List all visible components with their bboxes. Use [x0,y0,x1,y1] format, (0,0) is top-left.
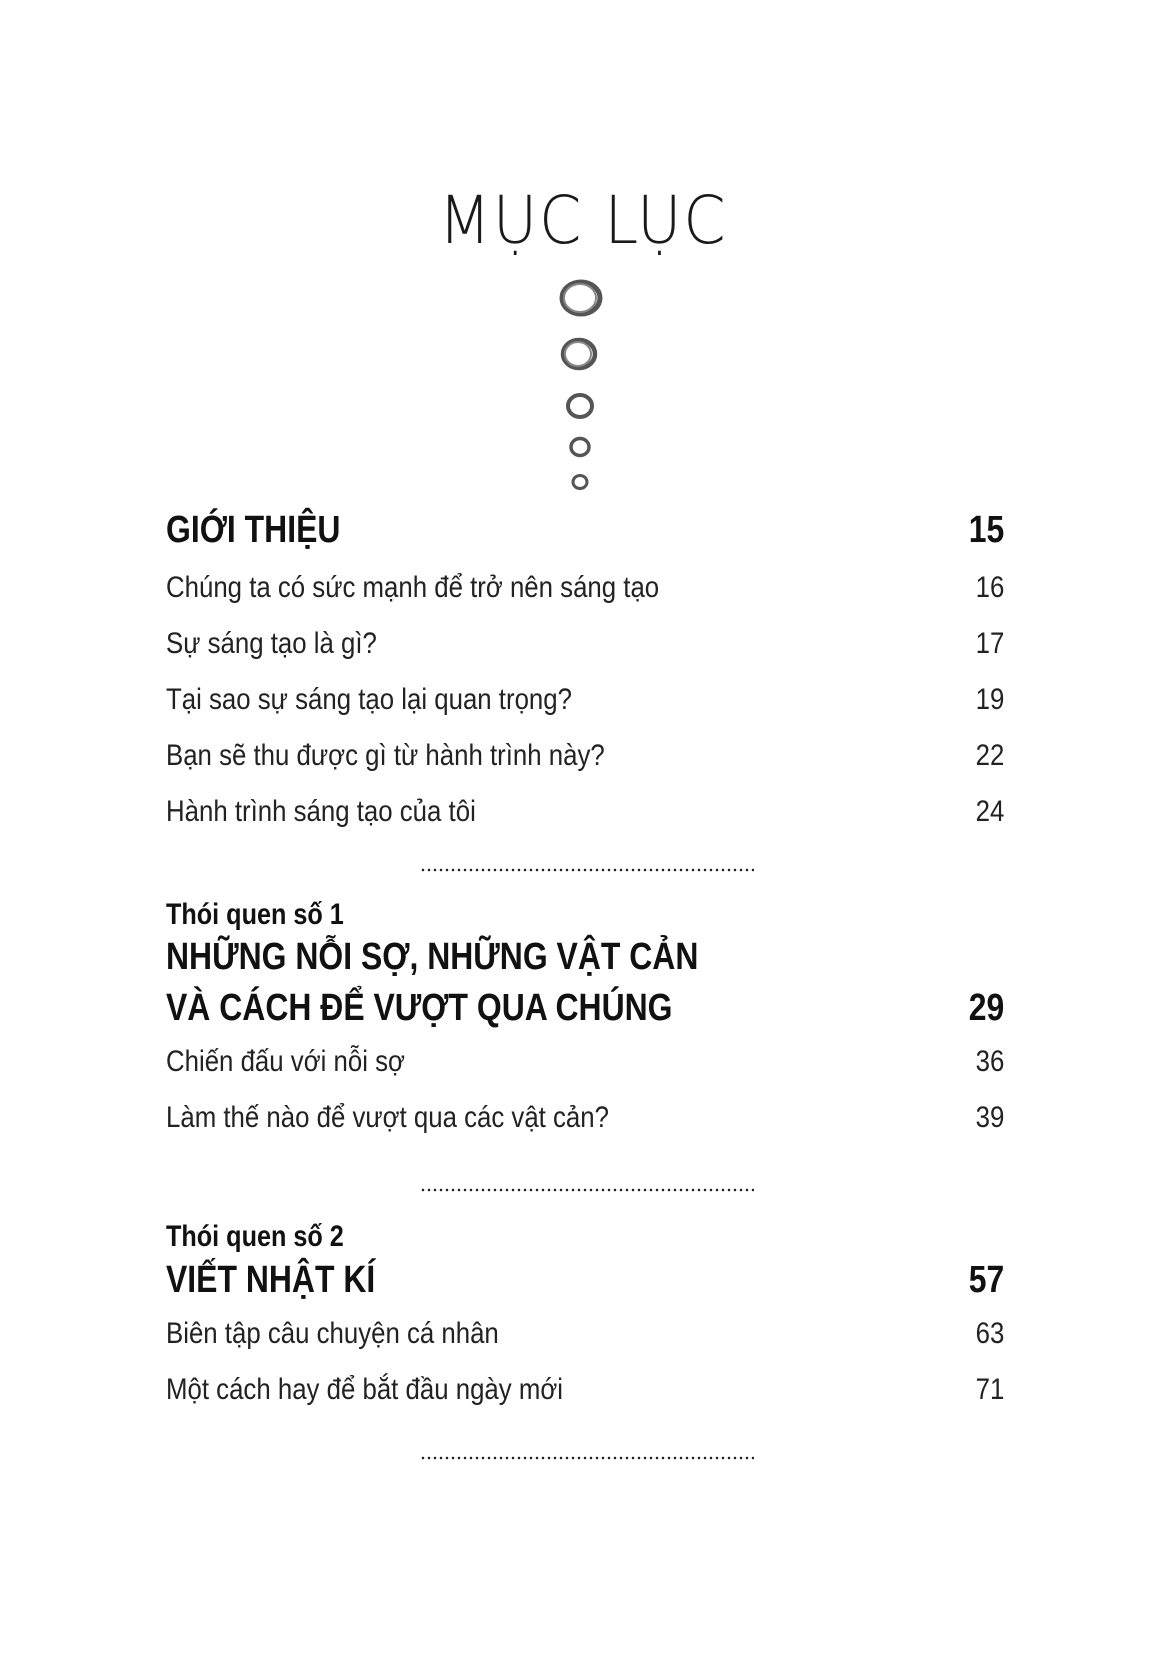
section-page-number: 15 [968,508,1004,551]
toc-entry[interactable] [166,1362,1004,1418]
toc-entry[interactable] [166,1306,1004,1362]
entry-label: Làm thế nào để vượt qua các vật cản? [166,1101,609,1134]
entry-page-number: 19 [975,683,1004,716]
ornament-circle-3 [568,395,592,417]
entry-label: Chiến đấu với nỗi sợ [166,1045,405,1078]
habit-label: Thói quen số 2 [166,1220,344,1253]
ornament-circle-4 [571,439,589,456]
habit1-heading-row[interactable] [166,982,1004,1034]
toc-entry[interactable] [166,616,1004,672]
entry-page-number: 63 [975,1317,1004,1350]
dotted-divider [420,868,754,872]
ornament-circle-1 [562,282,600,314]
entry-page-number: 17 [975,627,1004,660]
circles-ornament [0,270,1166,500]
dotted-divider [420,1456,754,1460]
dotted-divider [420,1188,754,1192]
entry-label: Tại sao sự sáng tạo lại quan trọng? [166,683,572,716]
entry-page-number: 22 [975,739,1004,772]
ornament-circle-5 [573,476,587,489]
toc-entry[interactable] [166,784,1004,840]
habit-title-line: NHỮNG NỖI SỢ, NHỮNG VẬT CẢN [166,936,699,978]
section-page-number: 57 [968,1258,1004,1301]
section-page-number: 29 [968,986,1004,1029]
entry-page-number: 71 [975,1373,1004,1406]
entry-label: Chúng ta có sức mạnh để trở nên sáng tạo [166,571,660,604]
toc-entry[interactable] [166,1090,1004,1146]
entry-label: Sự sáng tạo là gì? [166,627,377,660]
toc-entry[interactable] [166,1034,1004,1090]
habit-label: Thói quen số 1 [166,898,344,931]
toc-entry[interactable] [166,560,1004,616]
toc-entry[interactable] [166,728,1004,784]
entry-page-number: 36 [975,1045,1004,1078]
intro-section [166,500,1004,840]
entry-page-number: 16 [975,571,1004,604]
entry-label: Biên tập câu chuyện cá nhân [166,1317,499,1350]
toc-entry[interactable] [166,672,1004,728]
habit-title-line: VÀ CÁCH ĐỂ VƯỢT QUA CHÚNG [166,987,673,1029]
habit-title-line: VIẾT NHẬT KÍ [166,1259,376,1301]
entry-label: Hành trình sáng tạo của tôi [166,795,476,828]
intro-heading-row[interactable] [166,500,1004,560]
habit2-section [166,1220,1004,1418]
entry-label: Một cách hay để bắt đầu ngày mới [166,1373,563,1406]
entry-label: Bạn sẽ thu được gì từ hành trình này? [166,739,605,772]
entry-page-number: 24 [975,795,1004,828]
habit2-heading-row[interactable] [166,1254,1004,1306]
page-title: MỤC LỤC [438,182,728,259]
habit1-section [166,898,1004,1146]
section-title: GIỚI THIỆU [166,508,341,551]
entry-page-number: 39 [975,1101,1004,1134]
